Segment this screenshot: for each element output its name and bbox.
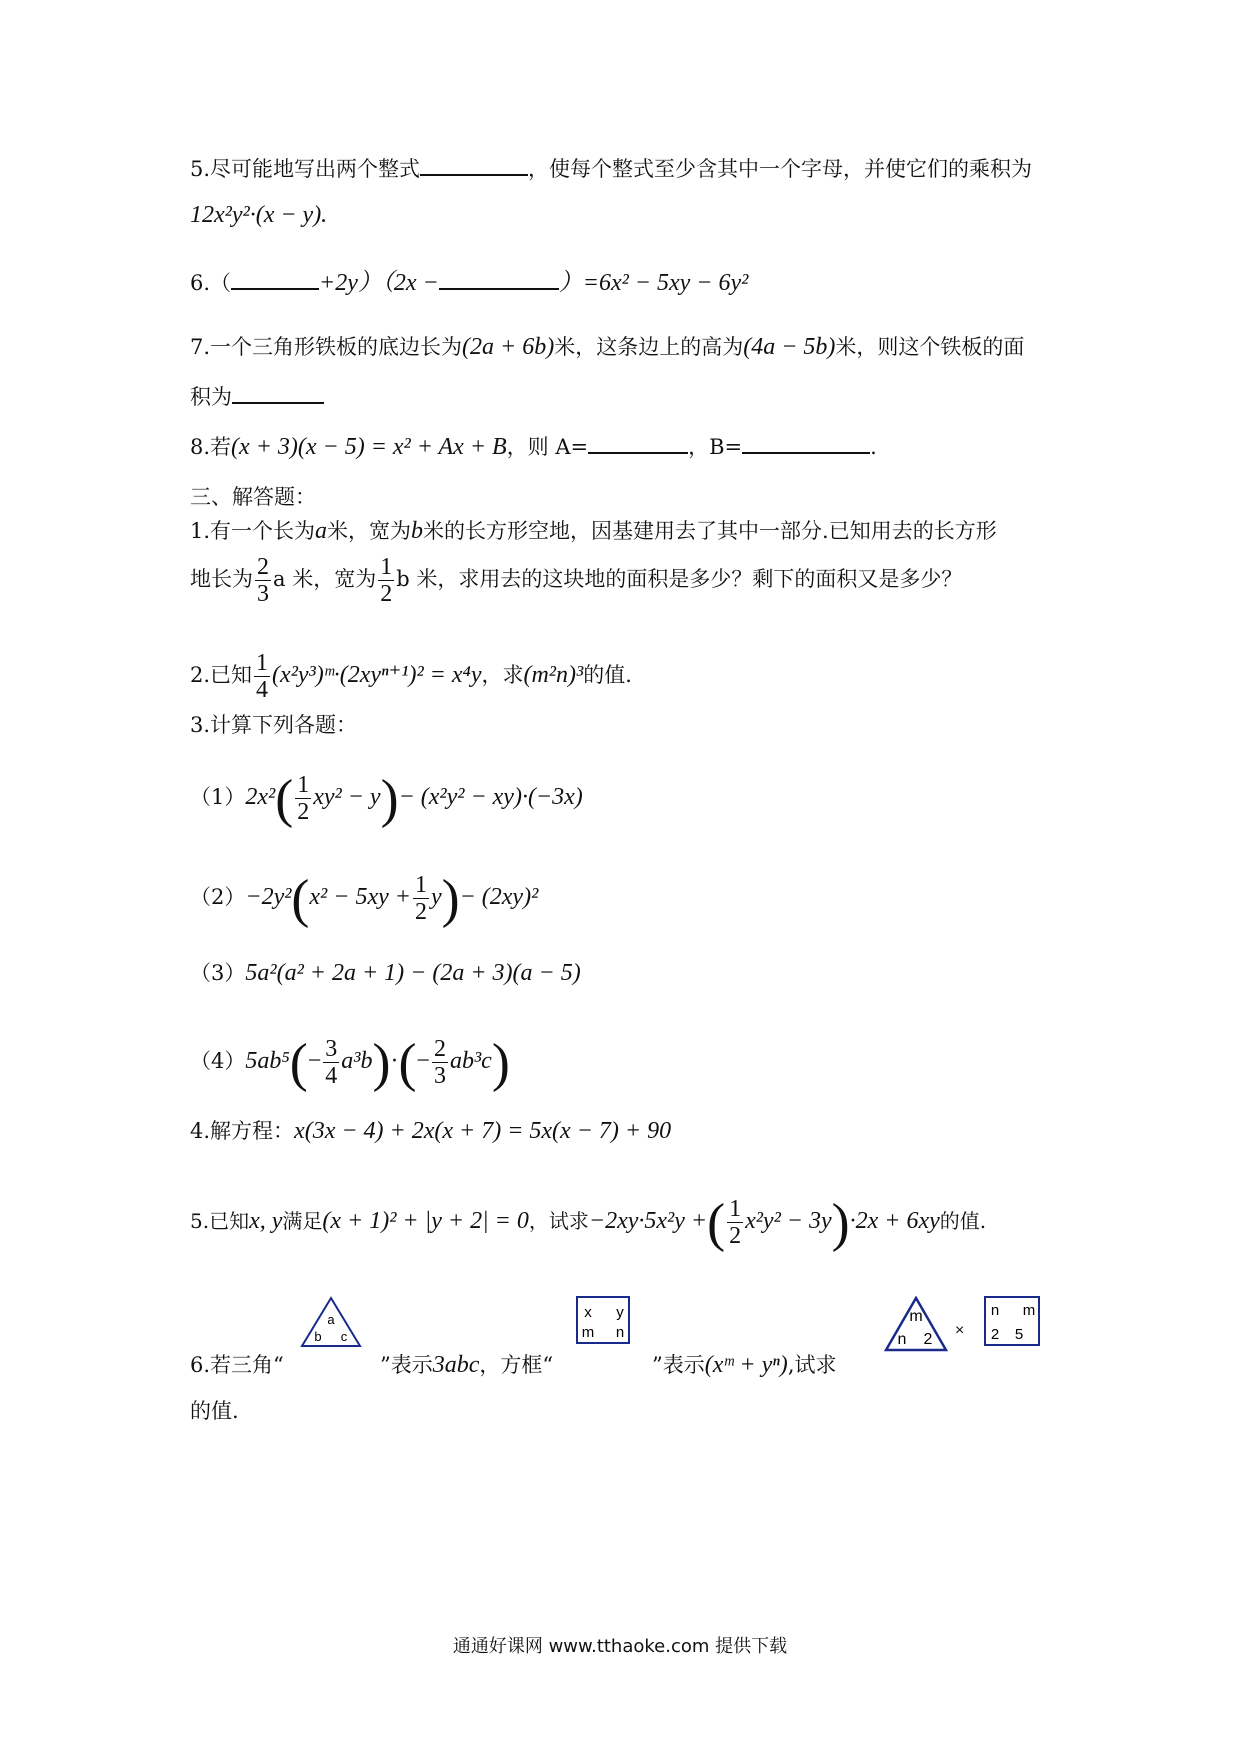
s6-box-val: (xᵐ + yⁿ) bbox=[704, 1352, 788, 1378]
s3-item4-f1den: 4 bbox=[325, 1063, 338, 1089]
s6-box-text: ”表示 bbox=[652, 1353, 705, 1377]
s5-expr1: −2xy·5x²y + bbox=[588, 1208, 708, 1234]
s3-item-4 bbox=[190, 1032, 510, 1093]
q7-height: (4a − 5b) bbox=[743, 334, 836, 360]
q8-blank-a[interactable] bbox=[588, 430, 688, 454]
s3-item1-fden: 2 bbox=[297, 799, 310, 825]
s3-item4-minus2: − bbox=[416, 1048, 430, 1074]
s3-item4-label: （4） bbox=[190, 1049, 246, 1073]
s2-post: 的值. bbox=[583, 663, 632, 687]
s6-tri-val: 3abc bbox=[432, 1352, 480, 1378]
s1-line1-post: 米的长方形空地，因基建用去了其中一部分.已知用去的长方形 bbox=[423, 519, 997, 543]
triangle-figure-2 bbox=[884, 1296, 948, 1352]
q5-line bbox=[190, 152, 1032, 184]
box2-tr: m bbox=[1022, 1302, 1036, 1319]
s3-item4-rparen1: ) bbox=[372, 1032, 391, 1093]
q7b-text: 积为 bbox=[190, 385, 232, 409]
q8-line bbox=[190, 430, 877, 462]
s3-item4-dot: · bbox=[390, 1048, 399, 1074]
s2-f-den: 4 bbox=[256, 677, 269, 703]
q7-base: (2a + 6b) bbox=[462, 334, 555, 360]
section3-title-text: 三、解答题： bbox=[190, 485, 316, 509]
s3-item-1 bbox=[190, 768, 583, 829]
s3-item4-minus1: − bbox=[307, 1048, 322, 1074]
s2-mid: ，求 bbox=[481, 663, 524, 687]
s1-f2-num: 1 bbox=[380, 554, 393, 580]
s5-in: x²y² − 3y bbox=[745, 1208, 832, 1234]
s3-item2-in2: y bbox=[430, 884, 442, 910]
s3-item4-mid: a³b bbox=[341, 1048, 373, 1074]
q6-label: 6.（ bbox=[190, 271, 232, 295]
section3-title bbox=[190, 482, 316, 512]
s5-lparen: ( bbox=[707, 1192, 726, 1253]
s3-item1-lparen: ( bbox=[275, 768, 294, 829]
tri2-top: m bbox=[909, 1308, 923, 1325]
s3-item4-f2num: 2 bbox=[433, 1036, 446, 1062]
s3-item3-expr: 5a²(a² + 2a + 1) − (2a + 3)(a − 5) bbox=[245, 960, 581, 986]
s1-a: a bbox=[315, 518, 328, 544]
s5-mid2: ，试求 bbox=[528, 1209, 589, 1233]
s6-line2-text: 的值. bbox=[190, 1399, 239, 1423]
s3-item4-lparen1: ( bbox=[289, 1032, 308, 1093]
q7-line bbox=[190, 332, 1024, 362]
s1-f2-den: 2 bbox=[380, 581, 393, 607]
s3-item4-rparen2: ) bbox=[491, 1032, 510, 1093]
box-figure-1 bbox=[576, 1296, 630, 1344]
s1-line2-post: b 米，求用去的这块地的面积是多少？剩下的面积又是多少？ bbox=[396, 567, 963, 591]
q5-expression: 12x²y²·(x − y). bbox=[190, 202, 328, 228]
s1-b: b bbox=[411, 518, 424, 544]
s3-item4-fraction1 bbox=[323, 1036, 339, 1089]
s3-item1-rparen: ) bbox=[380, 768, 399, 829]
q8-end: . bbox=[870, 435, 877, 459]
s6-post: ,试求 bbox=[787, 1353, 837, 1377]
s4-line bbox=[190, 1116, 671, 1146]
s2-expr: (x²y³)ᵐ·(2xyⁿ⁺¹)² = x⁴y bbox=[272, 662, 482, 688]
times-symbol: × bbox=[955, 1322, 965, 1339]
q8-b: ，B= bbox=[688, 435, 743, 459]
s5-pre: 5.已知 bbox=[190, 1209, 250, 1233]
q8-expr: (x + 3)(x − 5) = x² + Ax + B bbox=[231, 434, 507, 460]
q7b-line bbox=[190, 380, 324, 412]
s2-fraction bbox=[254, 650, 270, 703]
s3-item2-rparen: ) bbox=[441, 868, 460, 929]
s5-rparen: ) bbox=[831, 1192, 850, 1253]
q6-line bbox=[190, 266, 748, 298]
s5-vars: x, y bbox=[249, 1208, 283, 1234]
q6-blank-2[interactable] bbox=[439, 266, 559, 290]
s3-item1-label: （1） bbox=[190, 785, 246, 809]
s3-item1-fraction bbox=[295, 772, 311, 825]
q7-blank[interactable] bbox=[232, 380, 324, 404]
s5-expr2: ·2x + 6xy bbox=[849, 1208, 940, 1234]
q5-text: 5.尽可能地写出两个整式 bbox=[190, 157, 421, 181]
s5-fnum: 1 bbox=[729, 1196, 742, 1222]
s6-line1-tri bbox=[380, 1350, 553, 1380]
s5-fraction bbox=[727, 1196, 743, 1249]
q7-pre: 7.一个三角形铁板的底边长为 bbox=[190, 335, 463, 359]
q7-post: 米，则这个铁板的面 bbox=[835, 335, 1025, 359]
s4-expr: x(3x − 4) + 2x(x + 7) = 5x(x − 7) + 90 bbox=[294, 1118, 672, 1144]
s1-fraction-2 bbox=[378, 554, 394, 607]
s2-target: (m²n)³ bbox=[523, 662, 584, 688]
s6-line2 bbox=[190, 1396, 239, 1426]
s1-line1 bbox=[190, 516, 997, 546]
s6-pre: 6.若三角“ bbox=[190, 1353, 284, 1377]
s4-pre: 4.解方程： bbox=[190, 1119, 295, 1143]
box1-tl: x bbox=[584, 1304, 592, 1321]
s6-line1-pre bbox=[190, 1350, 284, 1380]
s5-post: 的值. bbox=[939, 1209, 987, 1233]
s3-item4-pre: 5ab⁵ bbox=[245, 1048, 290, 1074]
q8-mid: ，则 A= bbox=[506, 435, 589, 459]
s6-line1-box bbox=[652, 1350, 837, 1380]
s3-item2-label: （2） bbox=[190, 885, 246, 909]
s3-item2-pre: −2y² bbox=[245, 884, 292, 910]
footer-text: 通通好课网 www.tthaoke.com 提供下载 bbox=[452, 1636, 788, 1657]
s3-item4-post: ab³c bbox=[449, 1048, 492, 1074]
s1-f1-den: 3 bbox=[257, 581, 269, 607]
s3-item-3 bbox=[190, 958, 581, 988]
s3-item2-fden: 2 bbox=[414, 899, 427, 925]
footer bbox=[0, 1632, 1240, 1658]
s3-item1-pre: 2x² bbox=[245, 784, 276, 810]
s3-item2-post: − (2xy)² bbox=[459, 884, 539, 910]
q8-blank-b[interactable] bbox=[742, 430, 870, 454]
s3-item4-lparen2: ( bbox=[398, 1032, 417, 1093]
s2-pre: 2.已知 bbox=[190, 663, 253, 687]
box1-br: n bbox=[615, 1324, 625, 1341]
box1-tr: y bbox=[616, 1304, 624, 1321]
triangle-figure-1 bbox=[300, 1296, 362, 1348]
tri1-right: c bbox=[340, 1329, 348, 1344]
s2-line bbox=[190, 650, 632, 703]
s3-item4-fraction2 bbox=[432, 1036, 448, 1089]
s3-item1-post: − (x²y² − xy)·(−3x) bbox=[398, 784, 583, 810]
q5b-line bbox=[190, 200, 327, 230]
s3-item2-in: x² − 5xy + bbox=[309, 884, 411, 910]
s5-cond: (x + 1)² + |y + 2| = 0 bbox=[322, 1208, 529, 1234]
box2-bl: 2 bbox=[990, 1326, 1000, 1343]
tri2-right: 2 bbox=[923, 1331, 933, 1348]
s5-fden: 2 bbox=[729, 1223, 742, 1249]
box-figure-2 bbox=[984, 1296, 1040, 1346]
s5-mid: 满足 bbox=[282, 1209, 323, 1233]
s3-item2-fraction bbox=[413, 872, 429, 925]
q6-end: ）=6x² − 5xy − 6y² bbox=[558, 270, 749, 296]
s3-title-text: 3.计算下列各题： bbox=[190, 713, 358, 737]
box2-br: 5 bbox=[1014, 1326, 1024, 1343]
q5-after: ，使每个整式至少含其中一个字母，并使它们的乘积为 bbox=[528, 157, 1033, 181]
q6-blank-1[interactable] bbox=[231, 266, 319, 290]
s3-item1-in: xy² − y bbox=[313, 784, 381, 810]
s1-line2 bbox=[190, 554, 962, 607]
s1-line2-pre: 地长为 bbox=[190, 567, 253, 591]
box2-tl: n bbox=[990, 1302, 1000, 1319]
s1-line1-pre: 1.有一个长为 bbox=[190, 519, 316, 543]
s1-fraction-1 bbox=[255, 554, 271, 607]
tri1-left: b bbox=[314, 1329, 322, 1344]
s3-item3-label: （3） bbox=[190, 961, 246, 985]
s3-title bbox=[190, 710, 357, 740]
s3-item1-fnum: 1 bbox=[297, 772, 310, 798]
q6-plus: +2y）（2x − bbox=[319, 270, 439, 296]
s6-box-pre: ，方框“ bbox=[479, 1353, 554, 1377]
tri1-top: a bbox=[327, 1312, 335, 1327]
q7-mid: 米，这条边上的高为 bbox=[554, 335, 744, 359]
q8-pre: 8.若 bbox=[190, 435, 232, 459]
q5-blank[interactable] bbox=[420, 152, 528, 176]
s1-line2-a: a 米，宽为 bbox=[273, 567, 377, 591]
box1-bl: m bbox=[581, 1324, 595, 1341]
s3-item-2 bbox=[190, 868, 539, 929]
s3-item4-f1num: 3 bbox=[325, 1036, 338, 1062]
s3-item4-f2den: 3 bbox=[433, 1063, 446, 1089]
s2-f-num: 1 bbox=[256, 650, 269, 676]
s1-f1-num: 2 bbox=[257, 554, 269, 580]
s3-item2-fnum: 1 bbox=[414, 872, 427, 898]
s6-tri-text: ”表示 bbox=[380, 1353, 433, 1377]
s1-line1-mid: 米，宽为 bbox=[327, 519, 412, 543]
s5-line bbox=[190, 1192, 987, 1253]
tri2-left: n bbox=[897, 1331, 907, 1348]
s3-item2-lparen: ( bbox=[291, 868, 310, 929]
